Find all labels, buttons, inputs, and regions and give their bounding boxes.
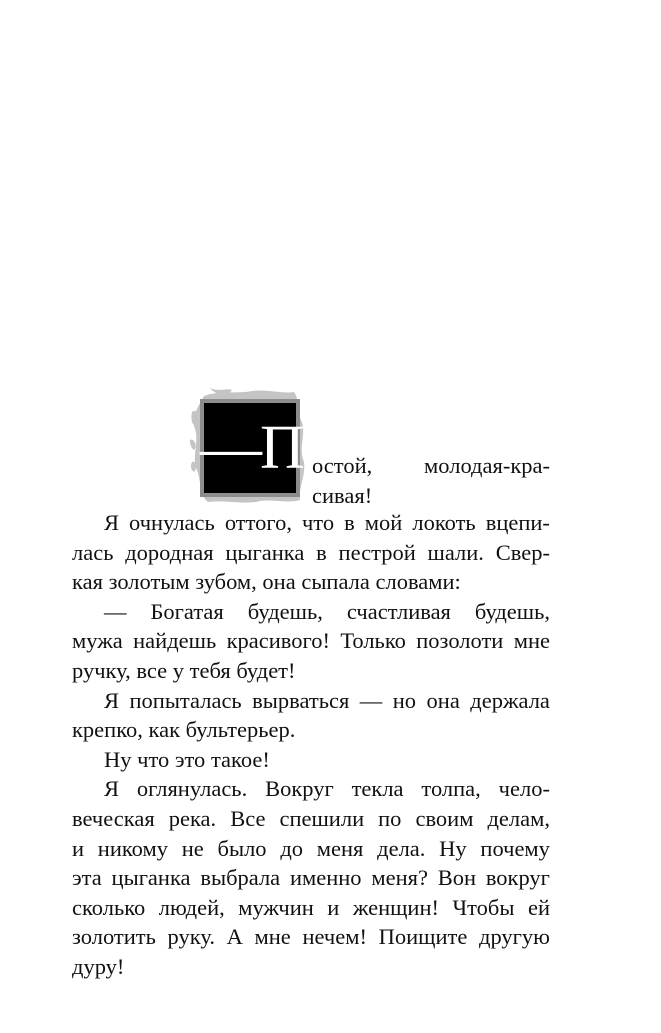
word: найдешь — [133, 628, 217, 654]
word: будешь, — [474, 598, 550, 624]
word: и — [327, 894, 340, 920]
word: мой — [364, 510, 403, 535]
word: Чтобы — [452, 894, 515, 920]
word: мне — [254, 924, 291, 950]
body-text — [72, 508, 550, 982]
word: мужчин — [238, 894, 314, 920]
word: в — [316, 539, 327, 565]
word: делам, — [487, 805, 550, 831]
word: Только — [340, 628, 406, 654]
word: река. — [168, 805, 217, 831]
word: ручку, — [72, 657, 131, 683]
word: Я — [104, 510, 120, 535]
text-line — [72, 626, 550, 656]
text-line — [72, 834, 550, 864]
text-line — [72, 774, 550, 804]
opening-line-2: сивая! — [312, 483, 373, 508]
word: никому — [97, 835, 168, 861]
word: цыганка — [225, 539, 305, 565]
word: оттого, — [224, 510, 292, 535]
word: Вон — [437, 865, 477, 891]
text-line — [72, 538, 550, 568]
word: Поищите — [378, 924, 468, 950]
text-line — [72, 922, 550, 952]
word: Вокруг — [265, 776, 334, 802]
text-line — [72, 745, 550, 775]
word: Ну — [439, 835, 467, 861]
text-line — [72, 715, 550, 745]
word: бультерьер. — [185, 717, 296, 743]
word: руку. — [167, 924, 215, 950]
word: счастливая — [346, 598, 451, 624]
word: в — [344, 510, 355, 535]
word: Ну — [104, 746, 132, 772]
word: — — [359, 687, 383, 713]
text-line — [72, 863, 550, 893]
text-line — [72, 952, 550, 982]
text-line — [72, 567, 550, 597]
word: женщин! — [352, 894, 440, 920]
word: молодая-кра- — [424, 453, 550, 478]
word: дела. — [377, 835, 426, 861]
text-line — [72, 508, 550, 538]
word: до — [280, 835, 304, 861]
word: локоть — [412, 510, 476, 535]
word: но — [392, 687, 417, 713]
word: крепко, — [72, 717, 143, 743]
word: зубом, — [195, 569, 257, 595]
word: все — [136, 657, 168, 683]
word: ей — [527, 894, 550, 920]
word: своим — [415, 805, 474, 831]
word: как — [148, 717, 181, 743]
word: Все — [230, 805, 266, 831]
word: будет! — [236, 657, 296, 683]
word: вокруг — [485, 865, 550, 891]
text-line — [72, 893, 550, 923]
word: сколько — [72, 894, 146, 920]
word: чело- — [498, 776, 550, 802]
word: остой, — [312, 453, 373, 478]
word: золотым — [108, 569, 190, 595]
word: шали. — [427, 539, 484, 565]
word: очнулась — [129, 510, 215, 535]
word: это — [174, 746, 206, 772]
text-line — [72, 686, 550, 716]
word: меня — [316, 835, 364, 861]
word: тебя — [189, 657, 231, 683]
word: было — [217, 835, 267, 861]
word: сыпала — [301, 569, 370, 595]
word: веческая — [72, 805, 155, 831]
opening-line-1 — [312, 452, 550, 480]
word: эта — [72, 865, 102, 891]
word: и — [72, 835, 85, 861]
word: почему — [480, 835, 550, 861]
text-line — [72, 597, 550, 627]
word: спешили — [279, 805, 365, 831]
text-line — [72, 656, 550, 686]
word: что — [301, 510, 335, 535]
word: дородная — [125, 539, 214, 565]
word: — — [104, 598, 127, 624]
word: мне — [513, 628, 550, 654]
word: будешь, — [247, 598, 323, 624]
word: по — [378, 805, 402, 831]
word: вырваться — [252, 687, 350, 713]
word: она — [426, 687, 460, 713]
word: другую — [479, 924, 550, 950]
word: попыталась — [129, 687, 242, 713]
word: у — [172, 657, 185, 683]
word: А — [226, 924, 243, 950]
text-line — [72, 804, 550, 834]
word: держала — [470, 687, 550, 713]
word: меня? — [371, 865, 428, 891]
word: кая — [72, 569, 103, 595]
dropcap-letter: —П — [200, 414, 303, 482]
word: мужа — [72, 628, 123, 654]
word: словами: — [375, 569, 461, 595]
opening-paragraph — [72, 388, 552, 508]
word: не — [181, 835, 204, 861]
word: оглянулась. — [136, 776, 248, 802]
word: она — [262, 569, 296, 595]
word: позолоти — [416, 628, 504, 654]
word: вцепи- — [485, 510, 550, 535]
word: текла — [351, 776, 404, 802]
word: Я — [104, 776, 120, 802]
word: людей, — [158, 894, 225, 920]
word: толпа, — [421, 776, 481, 802]
word: что — [137, 746, 170, 772]
word: выбрала — [200, 865, 281, 891]
word: лась — [72, 539, 114, 565]
word: такое! — [210, 746, 270, 772]
word: дуру! — [72, 953, 125, 979]
word: пестрой — [338, 539, 416, 565]
word: Я — [104, 687, 120, 713]
word: Свер- — [495, 539, 550, 565]
word: цыганка — [111, 865, 191, 891]
word: нечем! — [302, 924, 367, 950]
word: золотить — [72, 924, 156, 950]
word: именно — [289, 865, 362, 891]
word: красивого! — [226, 628, 330, 654]
word: Богатая — [150, 598, 224, 624]
